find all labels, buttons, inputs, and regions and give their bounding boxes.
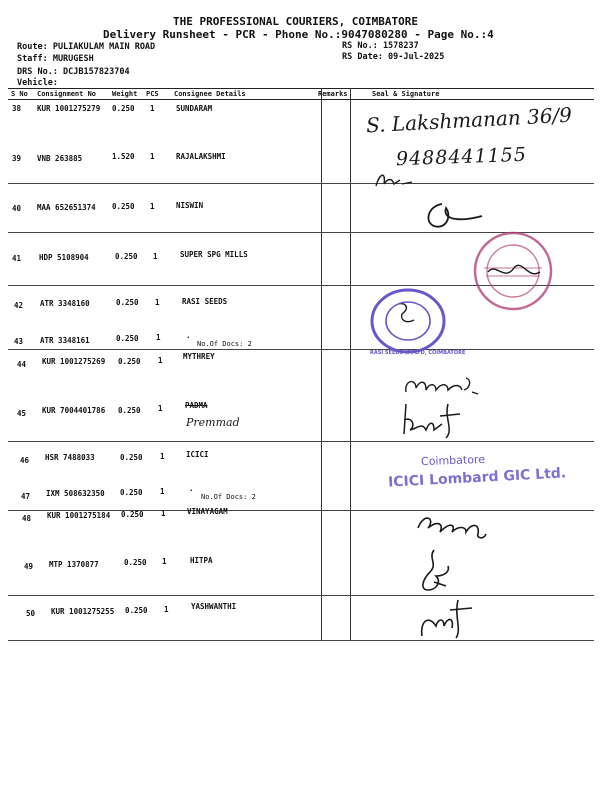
col-header-remarks: Remarks — [318, 90, 348, 98]
row-pcs: 1 — [156, 333, 161, 342]
col-divider-seal — [350, 88, 351, 640]
row-sno: 46 — [20, 456, 30, 465]
row-pcs: 1 — [150, 152, 155, 161]
row-consignment-no: KUR 1001275184 — [47, 511, 111, 520]
row-rule — [8, 183, 594, 184]
col-divider-remarks — [321, 88, 322, 640]
row-rule — [8, 441, 594, 442]
row-weight: 0.250 — [116, 334, 139, 343]
col-header-pcs: PCS — [146, 90, 159, 98]
company-title: THE PROFESSIONAL COURIERS, COIMBATORE — [173, 15, 419, 28]
row-pcs: 1 — [158, 356, 163, 365]
row-sno: 45 — [17, 409, 27, 418]
row-consignee: SUPER SPG MILLS — [180, 250, 248, 259]
row-sno: 49 — [24, 562, 34, 571]
row-weight: 0.250 — [120, 453, 143, 462]
row-consignment-no: HDP 5108904 — [39, 253, 89, 262]
row-consignee: . — [186, 331, 191, 340]
col-header-seal: Seal & Signature — [372, 90, 440, 98]
row-consignee: RASI SEEDS — [182, 297, 228, 306]
row-pcs: 1 — [158, 404, 163, 413]
row-weight: 0.250 — [118, 357, 141, 366]
row-sno: 38 — [12, 104, 22, 113]
signature-row-39 — [372, 168, 422, 192]
rasi-seeds-stamp-rings — [368, 286, 448, 356]
row-consignee: HITPA — [190, 556, 213, 565]
row-consignee: ICICI — [186, 450, 209, 459]
company-seal-stamp — [470, 228, 556, 314]
signature-row-48 — [414, 508, 494, 542]
row-pcs: 1 — [153, 252, 158, 261]
row-consignment-no: KUR 1001275279 — [37, 104, 101, 113]
col-header-sno: S No — [11, 90, 28, 98]
header-bottom-rule — [8, 99, 594, 100]
signature-row-38: S. Lakshmanan 36/9 — [365, 102, 573, 138]
vehicle-label: Vehicle: — [17, 78, 58, 88]
row-consignment-no: MTP 1370877 — [49, 560, 99, 569]
row-consignee: MYTHREY — [183, 352, 215, 361]
drs-number: DRS No.: DCJB157823704 — [17, 67, 130, 77]
row-pcs: 1 — [160, 487, 165, 496]
row-pcs: 1 — [150, 202, 155, 211]
icici-stamp-city: Coimbatore — [420, 452, 486, 469]
rs-date: RS Date: 09-Jul-2025 — [342, 52, 445, 62]
row-weight: 0.250 — [112, 202, 135, 211]
header-top-rule — [8, 88, 594, 89]
row-pcs: 1 — [155, 298, 160, 307]
row-weight: 0.250 — [124, 558, 147, 567]
row-sno: 47 — [21, 492, 31, 501]
row-weight: 0.250 — [118, 406, 141, 415]
row-pcs: 1 — [161, 509, 166, 518]
row-rule — [8, 595, 594, 596]
signature-row-44 — [402, 372, 482, 400]
row-weight: 0.250 — [125, 606, 148, 615]
row-sno: 43 — [14, 337, 24, 346]
row-consignee: . — [189, 484, 194, 493]
row-weight: 0.250 — [121, 510, 144, 519]
row-weight: 0.250 — [116, 298, 139, 307]
row-pcs: 1 — [162, 557, 167, 566]
signature-row-50 — [416, 596, 476, 640]
handwritten-correction: Premmad — [186, 416, 240, 429]
col-header-weight: Weight — [112, 90, 138, 98]
row-sno: 44 — [17, 360, 27, 369]
row-consignment-no: KUR 1001275255 — [51, 607, 115, 616]
row-consignee: VINAYAGAM — [187, 507, 228, 516]
rasi-seeds-stamp-text: RASI SEEDS (P) LTD, COIMBATORE — [370, 350, 466, 356]
row-consignee: YASHWANTHI — [191, 602, 237, 611]
row-rule — [8, 349, 594, 350]
runsheet-subtitle: Delivery Runsheet - PCR - Phone No.:9047080280 - Page No.:4 — [103, 28, 494, 41]
rs-number: RS No.: 1578237 — [342, 41, 419, 51]
row-consignment-no: ATR 3348160 — [40, 299, 90, 308]
row-pcs: 1 — [150, 104, 155, 113]
row-pcs: 1 — [164, 605, 169, 614]
row-sno: 41 — [12, 254, 22, 263]
row-weight: 0.250 — [112, 104, 135, 113]
route-label: Route: PULIAKULAM MAIN ROAD — [17, 42, 156, 52]
row-weight: 0.250 — [115, 252, 138, 261]
no-of-docs: No.Of Docs: 2 — [197, 340, 252, 348]
row-consignment-no: HSR 7488033 — [45, 453, 95, 462]
row-sno: 42 — [14, 301, 24, 310]
row-sno: 40 — [12, 204, 22, 213]
row-pcs: 1 — [160, 452, 165, 461]
row-consignee: PADMA — [185, 401, 208, 410]
row-consignment-no: KUR 7004401786 — [42, 406, 106, 415]
icici-stamp-name: ICICI Lombard GIC Ltd. — [387, 465, 567, 491]
col-header-consignment: Consignment No — [37, 90, 97, 98]
row-weight: 0.250 — [120, 488, 143, 497]
handwritten-phone: 9488441155 — [395, 143, 528, 171]
signature-row-49 — [414, 546, 454, 594]
staff-label: Staff: MURUGESH — [17, 54, 94, 64]
no-of-docs: No.Of Docs: 2 — [201, 493, 256, 501]
row-consignment-no: ATR 3348161 — [40, 336, 90, 345]
row-consignment-no: IXM 508632350 — [46, 489, 105, 498]
table-bottom-rule — [8, 640, 594, 641]
row-sno: 48 — [22, 514, 32, 523]
row-consignment-no: MAA 652651374 — [37, 203, 96, 212]
col-header-consignee: Consignee Details — [174, 90, 246, 98]
row-consignee: RAJALAKSHMI — [176, 152, 226, 161]
row-consignee: SUNDARAM — [176, 104, 213, 113]
row-consignment-no: KUR 1001275269 — [42, 357, 106, 366]
row-consignment-no: VNB 263885 — [37, 154, 83, 163]
row-sno: 39 — [12, 154, 22, 163]
row-weight: 1.520 — [112, 152, 135, 161]
row-sno: 50 — [26, 609, 36, 618]
signature-row-45 — [398, 400, 468, 440]
row-consignee: NISWIN — [176, 201, 204, 210]
